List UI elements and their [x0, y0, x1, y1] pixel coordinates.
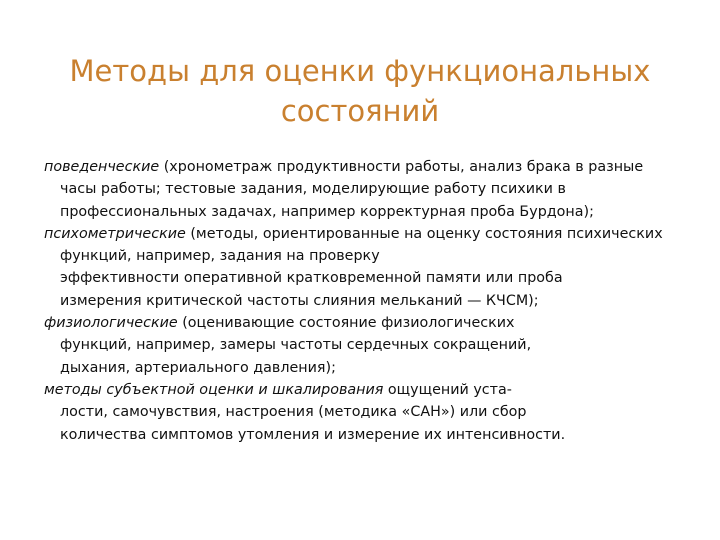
method-term: поведенческие: [44, 159, 160, 175]
method-item-psychometric: [44, 223, 692, 312]
method-description: (хронометраж продуктивности работы, анализ брака в разные: [159, 159, 644, 175]
method-continuation-line: профессиональных задачах, например корректурная проба Бурдона);: [60, 203, 594, 220]
method-first-line: [44, 156, 692, 178]
method-first-line: [44, 312, 692, 334]
methods-list: [44, 156, 692, 446]
method-description: ощущений уста-: [383, 381, 512, 398]
method-continuation-line: количества симптомов утомления и измерение их интенсивности.: [60, 426, 566, 443]
method-continuation-line: дыхания, артериального давления);: [60, 359, 336, 376]
method-description: (методы, ориентированные на оценку состояния психических: [185, 225, 663, 242]
slide-title-line-1: Методы для оценки функциональных: [69, 54, 651, 89]
method-item-behavioral: [44, 156, 692, 223]
method-continuation-line: функций, например, задания на проверку: [60, 248, 380, 265]
slide-title: [40, 51, 680, 131]
method-term: физиологические: [44, 315, 178, 332]
method-item-subjective: [44, 379, 692, 446]
method-continuation-line: лости, самочувствия, настроения (методика «САН») или сбор: [60, 404, 527, 421]
method-continuation-line: измерения критической частоты слияния мельканий — КЧСМ);: [60, 292, 539, 309]
method-first-line: [44, 223, 692, 245]
method-item-physiological: [44, 312, 692, 379]
method-description: (оценивающие состояние физиологических: [177, 315, 515, 332]
method-continuation-line: эффективности оперативной кратковременной памяти или проба: [60, 270, 563, 287]
method-term: методы субъектной оценки и шкалирования: [44, 381, 384, 398]
method-continuation-line: функций, например, замеры частоты сердечных сокращений,: [60, 337, 532, 354]
method-first-line: [44, 379, 692, 401]
method-term: психометрические: [44, 225, 186, 242]
slide-title-line-2: состояний: [280, 94, 440, 129]
method-continuation-line: часы работы; тестовые задания, моделирующие работу психики в: [60, 181, 566, 198]
